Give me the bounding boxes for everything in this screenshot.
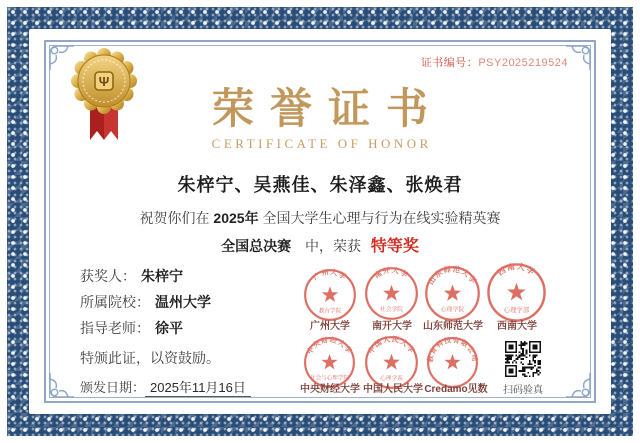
seal-label: 广州大学 [310, 321, 350, 332]
congratulation-line-2 [0, 233, 640, 256]
seal-label: 中国人民大学 [363, 384, 423, 395]
qr-code-label: 扫码验真 [503, 385, 543, 396]
field-winner [80, 266, 183, 286]
award-level: 特等奖 [370, 238, 419, 255]
competition-year: 2025年 [213, 210, 259, 226]
svg-text:中国人民大学: 中国人民大学 [366, 335, 417, 356]
issue-date-row [80, 377, 251, 396]
psi-symbol: Ψ [98, 74, 110, 89]
svg-text:南开大学: 南开大学 [373, 266, 410, 281]
university-seal [303, 268, 357, 322]
svg-text:西南大学: 西南大学 [495, 262, 538, 278]
closing-statement: 特颁此证，以资鼓励。 [80, 350, 220, 366]
university-seal [486, 262, 547, 323]
congrats-prefix: 祝贺你们在 [139, 210, 210, 226]
field-school-value: 温州大学 [155, 294, 211, 310]
svg-text:教育科技有限公司: 教育科技有限公司 [427, 336, 478, 363]
congratulation-line-1 [0, 208, 640, 228]
svg-text:心理学部: 心理学部 [503, 307, 530, 315]
svg-text:社会与心理学院: 社会与心理学院 [310, 375, 349, 382]
seal-label: 西南大学 [497, 321, 537, 332]
page-title: 荣誉证书 [211, 85, 444, 132]
svg-text:教育学院: 教育学院 [318, 308, 342, 315]
seal-label: Credamo见数 [424, 384, 488, 395]
field-winner-value: 朱梓宁 [141, 268, 183, 284]
issue-date-label: 颁发日期： [80, 380, 146, 395]
field-winner-label: 获奖人： [80, 268, 136, 284]
university-seal [424, 265, 481, 322]
seal-label: 南开大学 [372, 321, 412, 332]
svg-text:中央财经大学: 中央财经大学 [306, 336, 353, 356]
seal-label: 山东师范大学 [423, 321, 483, 332]
field-advisor-label: 指导老师： [80, 320, 150, 336]
middle-text: 中，荣获 [304, 238, 361, 254]
competition-name: 全国大学生心理与行为在线实验精英赛 [262, 210, 501, 226]
svg-text:心理学院: 心理学院 [440, 307, 465, 314]
qr-code [505, 341, 541, 377]
svg-text:广州大学: 广州大学 [312, 269, 348, 282]
field-school-label: 所属院校： [80, 294, 150, 310]
field-advisor [80, 318, 183, 338]
certificate-number [421, 54, 568, 70]
university-seal [364, 266, 419, 321]
svg-text:心理学系: 心理学系 [379, 376, 404, 383]
svg-text:社会学院: 社会学院 [379, 307, 404, 314]
certificate-number-label: 证书编号： [420, 57, 479, 69]
competition-stage: 全国总决赛 [221, 238, 292, 254]
page-subtitle: CERTIFICATE OF HONOR [211, 136, 432, 151]
field-school [80, 292, 211, 312]
svg-text:山东师范大学: 山东师范大学 [426, 265, 479, 287]
issue-date-value: 2025年11月16日 [145, 380, 251, 397]
recipient-names: 朱梓宁、吴燕佳、朱泽鑫、张焕君 [177, 175, 463, 195]
seal-label: 中央财经大学 [300, 384, 360, 395]
field-advisor-value: 徐平 [155, 320, 183, 336]
certificate-number-value: PSY2025219524 [478, 57, 568, 69]
